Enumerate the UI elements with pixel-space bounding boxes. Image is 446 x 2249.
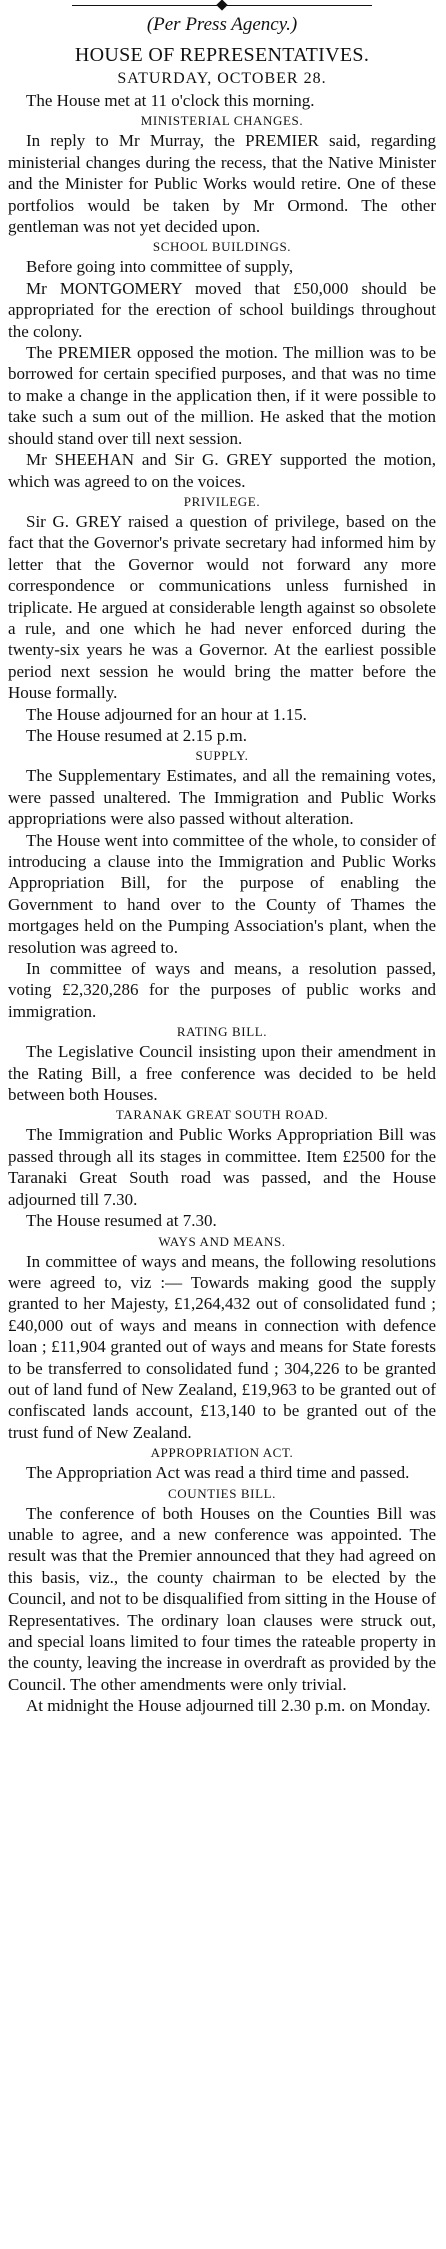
intro-paragraph: The House met at 11 o'clock this morning. (26, 91, 315, 110)
counties-paragraph-2: At midnight the House adjourned till 2.30 p.m. on Monday. (26, 1696, 431, 1716)
privilege-paragraph-2: The House adjourned for an hour at 1.15. (26, 704, 307, 724)
school-paragraph-4: Mr SHEEHAN and Sir G. GREY supported the motion, which was agreed to on the voices. (8, 450, 436, 491)
supply-paragraph-1: The Supplementary Estimates, and all the remaining votes, were passed unaltered. The Immigration and Public Works appropriations were also passed without alteration. (8, 766, 436, 829)
supply-paragraph-2: The House went into committee of the whole, to consider of introducing a clause into the Immigration and Public Works Appropriation Bill, for the purpose of enabling the Government to hand over to the County of Thames the mortgages held on the Pumping Association's plant, when the resolution was agreed to. (8, 830, 436, 957)
school-paragraph-2: Mr MONTGOMERY moved that £50,000 should be appropriated for the erection of school buildings throughout the colony. (8, 278, 436, 341)
section-heading-appropriation: APPROPRIATION ACT. (150, 1445, 294, 1461)
taranaki-paragraph-2: The House resumed at 7.30. (26, 1211, 217, 1231)
school-paragraph-1: Before going into committee of supply, (26, 257, 294, 277)
section-heading-taranaki: TARANAK GREAT SOUTH ROAD. (115, 1107, 329, 1123)
privilege-paragraph-3: The House resumed at 2.15 p.m. (26, 725, 247, 745)
page-title: HOUSE OF REPRESENTATIVES. (74, 44, 370, 66)
school-paragraph-3: The PREMIER opposed the motion. The million was to be borrowed for certain specified purposes, and that was no time to make a change in the application then, if it were possible to take such a sum out of the million. He asked that the motion should stand over till next session. (8, 343, 436, 448)
section-heading-rating: RATING BILL. (176, 1024, 268, 1040)
section-heading-ways-and-means: WAYS AND MEANS. (158, 1233, 286, 1249)
ornament-divider (72, 0, 372, 12)
ministerial-paragraph: In reply to Mr Murray, the PREMIER said, regarding ministerial changes during the recess, that the Native Minister and the Minister for Public Works would retire. One of these portfolios would be taken by Mr Ormond. The other gentleman was not yet decided upon. (8, 131, 436, 237)
agency-credit: (Per Press Agency.) (146, 14, 298, 35)
diamond-ornament-icon (216, 0, 227, 11)
section-heading-privilege: PRIVILEGE. (183, 493, 261, 509)
supply-paragraph-3: In committee of ways and means, a resolution passed, voting £2,320,286 for the purposes of public works and immigration. (8, 959, 436, 1021)
section-heading-counties: COUNTIES BILL. (167, 1485, 277, 1501)
rating-paragraph: The Legislative Council insisting upon their amendment in the Rating Bill, a free conference was decided to be held between both Houses. (8, 1042, 436, 1105)
dateline: SATURDAY, OCTOBER 28. (117, 70, 327, 87)
section-heading-school: SCHOOL BUILDINGS. (152, 239, 292, 255)
section-heading-ministerial: MINISTERIAL CHANGES. (140, 113, 304, 129)
taranaki-paragraph-1: The Immigration and Public Works Appropriation Bill was passed through all its stages in committee. Item £2500 for the Taranaki Great South road was passed, and the House adjourned till 7.30. (8, 1125, 436, 1209)
privilege-paragraph-1: Sir G. GREY raised a question of privilege, based on the fact that the Governor's private secretary had informed him by letter that the Governor would not forward any more correspondence or communications unless furnished in triplicate. He argued at considerable length against so obsolete a rule, and one which he had never enforced during the twenty-six years he was a Governor. At the earliest possible period next session he would bring the matter before the House formally. (8, 511, 436, 703)
ways-paragraph: In committee of ways and means, the following resolutions were agreed to, viz :— Towards making good the supply granted to her Majesty, £1,264,432 out of consolidated fund ; £40,000 out of ways and means in connection with defence loan ; £11,904 granted out of ways and means for State forests to be transferred to consolidated fund ; 304,226 to be granted out of land fund of New Zealand, £19,963 to be granted out of confiscated lands account, £13,140 to be granted out of the trust fund of New Zealand. (8, 1251, 436, 1442)
section-heading-supply: SUPPLY. (195, 748, 249, 764)
counties-paragraph-1: The conference of both Houses on the Counties Bill was unable to agree, and a new conference was appointed. The result was that the Premier announced that they had agreed on this basis, viz., the county chairman to be elected by the Council, and not to be disqualified from sitting in the House of Representatives. The ordinary loan clauses were struck out, and special loans limited to four times the rateable property in the county, leaving the increase in overdraft as provided by the Council. The other amendments were only trivial. (8, 1503, 436, 1694)
appropriation-paragraph: The Appropriation Act was read a third time and passed. (26, 1463, 410, 1483)
